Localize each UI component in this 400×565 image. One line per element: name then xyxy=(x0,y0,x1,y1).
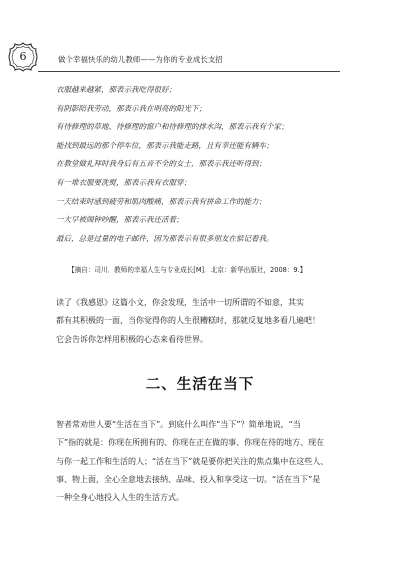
paragraph-line: 都有其积极的一面，当你觉得你的人生很糟糕时，那就反复地多看几遍吧！ xyxy=(56,316,320,326)
poem-line: 最后，总是过量的电子邮件，因为那表示有很多朋友在惦记着我。 xyxy=(56,233,274,243)
section-heading: 二、生活在当下 xyxy=(145,377,255,393)
poem-line: 有待修理的草地、待修理的窗户和待修理的排水沟，那表示我有个家； xyxy=(56,122,289,132)
paragraph-line: 它会告诉你怎样用积极的心态来看待世界。 xyxy=(56,334,208,344)
quoted-poem xyxy=(56,81,346,248)
paragraph-line: 事、物上面，全心全意地去接纳、品味、投入和享受这一切。“活在当下”是 xyxy=(56,474,321,484)
paragraph-line: 一种全身心地投入人生的生活方式。 xyxy=(56,493,184,503)
paragraph-line: 读了《我感恩》这篇小文，你会发现，生活中一切所谓的不如意，其实 xyxy=(56,298,304,307)
paragraph-line: 与你一起工作和生活的人；“活在当下”就是要你把关注的焦点集中在这些人、 xyxy=(56,456,329,466)
citation: 【摘自：司川．教师的幸福人生与专业成长[M]．北京：新华出版社，2008：9.】 xyxy=(68,266,307,274)
poem-line: 一大早被闹钟吵醒，那表示我还活着； xyxy=(56,215,184,225)
header-rule xyxy=(38,71,340,72)
poem-line: 有一堆衣服要洗熨，那表示我有衣服穿； xyxy=(56,177,191,187)
poem-line: 在教堂做礼拜时我身后有五音不全的女士，那表示我还听得到； xyxy=(56,159,266,169)
page-number: 6 xyxy=(19,50,27,63)
poem-line: 一天结束时感到疲劳和肌肉酸痛，那表示我有拼命工作的能力； xyxy=(56,196,266,206)
poem-line: 能找到最远的那个停车位，那表示我能走路，且有幸还能有辆车； xyxy=(56,140,274,150)
page-number-badge xyxy=(8,42,38,72)
paragraph-line: 智者常劝世人要“生活在当下”。到底什么叫作“当下”？简单地说，“当 xyxy=(56,420,301,429)
running-head: 做个幸福快乐的幼儿教师——为你的专业成长支招 xyxy=(58,55,223,64)
paragraph-line: 下”指的就是：你现在所拥有的、你现在正在做的事、你现在待的地方、现在 xyxy=(56,438,325,448)
poem-line: 衣服越来越紧，那表示我吃得很好； xyxy=(56,85,176,94)
body-paragraph xyxy=(56,294,362,349)
body-paragraph xyxy=(56,416,362,507)
poem-line: 有阴影陪我劳动，那表示我在明亮的阳光下； xyxy=(56,103,206,113)
